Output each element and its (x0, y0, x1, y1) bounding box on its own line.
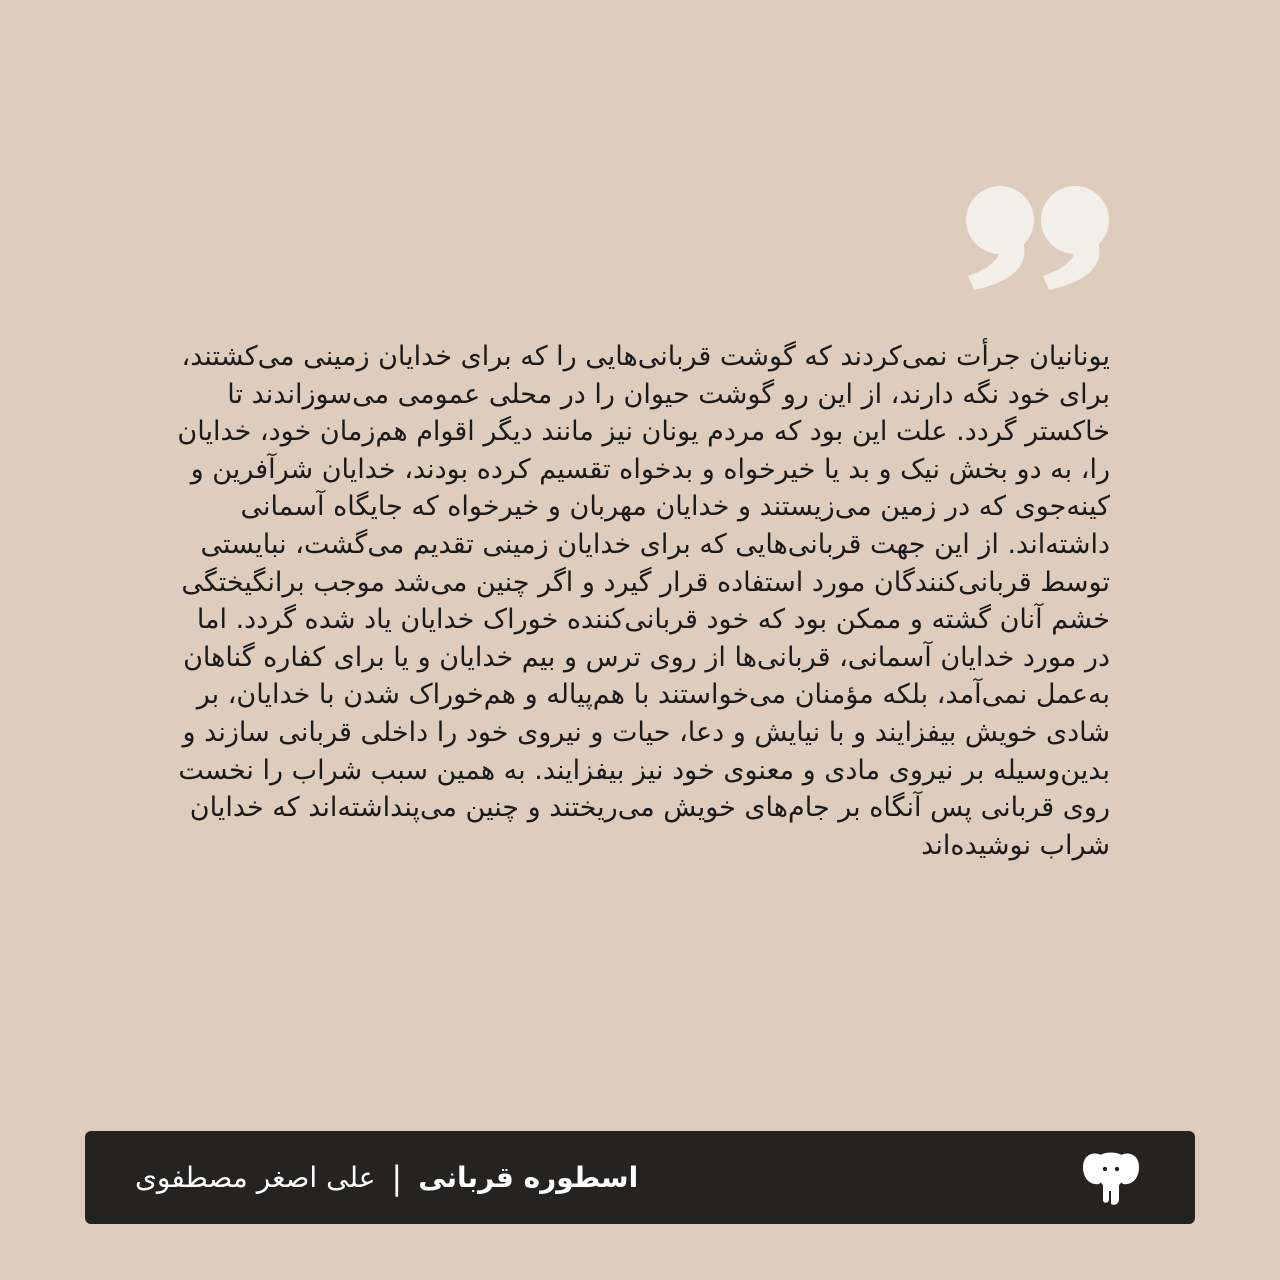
title-author-separator: | (391, 1158, 403, 1197)
footer-bar (85, 1131, 1195, 1224)
book-title: اسطوره قربانی (418, 1161, 639, 1194)
closing-quote-icon (960, 180, 1115, 295)
footer-credits (135, 1131, 638, 1224)
elephant-logo-icon (1079, 1149, 1143, 1207)
author-name: علی اصغر مصطفوی (135, 1161, 376, 1194)
quote-body-text: یونانیان جرأت نمی‌کردند که گوشت قربانی‌هایی را که برای خدایان زمینی می‌کشتند، برای خود نگه دارند، از این رو گوشت حیوان را در محلی عمومی می‌سوزاندند تا خاکستر گردد. علت این بود که مردم یونان نیز مانند دیگر اقوام هم‌زمان خود، خدایان را، به دو بخش نیک و بد یا خیرخواه و بدخواه تقسیم کرده بودند، خدایان شرآفرین و کینه‌جوی که در زمین می‌زیستند و خدایان مهربان و خیرخواه که جایگاه آسمانی داشته‌اند. از این جهت قربانی‌هایی که برای خدایان زمینی تقدیم می‌گشت، نبایستی توسط قربانی‌کنندگان مورد استفاده قرار گیرد و اگر چنین می‌شد موجب برانگیختگی خشم آنان گشته و ممکن بود که خود قربانی‌کننده خوراک خدایان یاد شده گردد. اما در مورد خدایان آسمانی، قربانی‌ها از روی ترس و بیم خدایان و یا برای کفاره گناهان به‌عمل نمی‌آمد، بلکه مؤمنان می‌خواستند با هم‌پیاله و هم‌خوراک شدن با خدایان، بر شادی خویش بیفزایند و با نیایش و دعا، حیات و نیروی خود را داخلی قربانی سازند و بدین‌وسیله بر نیروی مادی و معنوی خود نیز بیفزایند. به همین سبب شراب را نخست روی قربانی پس آنگاه بر جام‌های خویش می‌ریختند و چنین می‌پنداشته‌اند که خدایان شراب نوشیده‌اند (177, 341, 1110, 861)
